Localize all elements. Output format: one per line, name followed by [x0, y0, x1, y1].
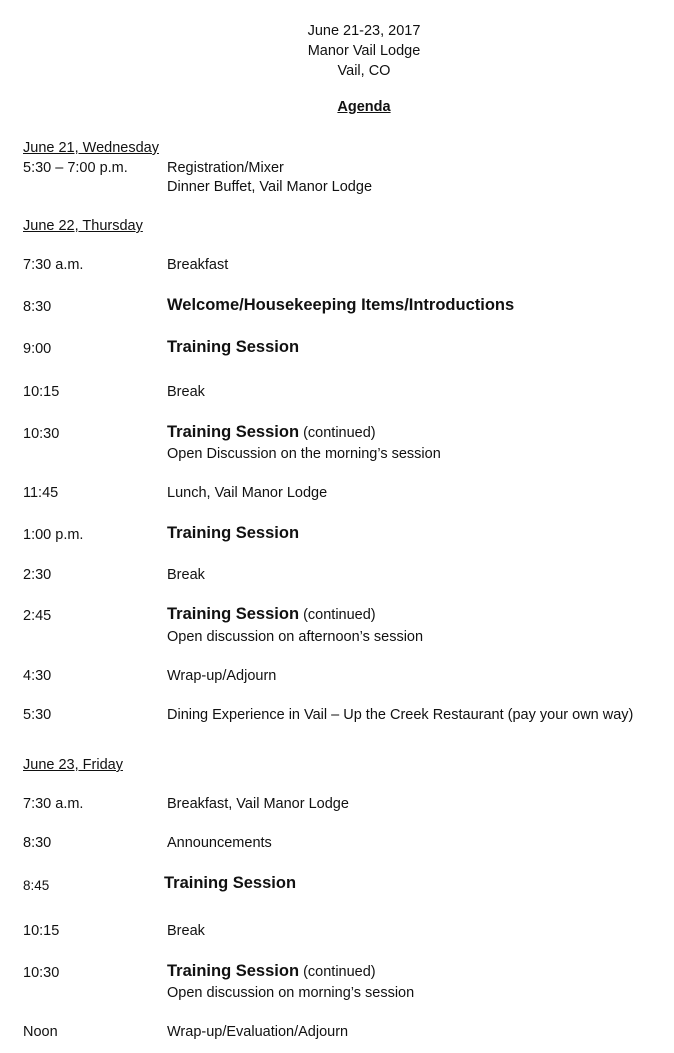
agenda-item-welcome: Welcome/Housekeeping Items/Introductions — [167, 296, 515, 314]
time-label: 2:45 — [23, 608, 52, 624]
time-label: 8:45 — [23, 878, 50, 893]
time-label: 8:30 — [23, 299, 52, 315]
day-heading-wednesday: June 21, Wednesday — [23, 140, 159, 156]
day-heading-friday: June 23, Friday — [23, 757, 123, 773]
agenda-item: Dining Experience in Vail – Up the Creek Restaurant (pay your own way) — [167, 707, 634, 723]
time-label: 5:30 – 7:00 p.m. — [23, 160, 128, 176]
event-dates: June 21-23, 2017 — [307, 23, 421, 39]
agenda-item-detail: Dinner Buffet, Vail Manor Lodge — [167, 179, 373, 195]
agenda-item: Registration/Mixer — [167, 160, 284, 176]
session-title: Training Session — [167, 605, 300, 623]
time-label: 4:30 — [23, 668, 52, 684]
agenda-item-detail: Open discussion on afternoon’s session — [167, 629, 424, 645]
time-label: 5:30 — [23, 707, 52, 723]
agenda-item: Breakfast, Vail Manor Lodge — [167, 796, 349, 812]
time-label: 10:15 — [23, 923, 60, 939]
agenda-item-training: Training Session — [167, 338, 300, 356]
agenda-title: Agenda — [337, 99, 391, 115]
session-title: Training Session — [167, 423, 300, 441]
agenda-item: Lunch, Vail Manor Lodge — [167, 485, 328, 501]
time-label: 10:30 — [23, 426, 60, 442]
time-label: 7:30 a.m. — [23, 796, 84, 812]
event-location: Vail, CO — [337, 63, 391, 79]
day-heading-thursday: June 22, Thursday — [23, 218, 143, 234]
time-label: Noon — [23, 1024, 58, 1040]
agenda-item-training — [167, 962, 376, 981]
session-title: Training Session — [167, 962, 300, 980]
agenda-item-training: Training Session — [167, 524, 300, 542]
time-label: 2:30 — [23, 567, 52, 583]
session-note: (continued) — [303, 607, 376, 623]
agenda-item-training — [167, 605, 376, 624]
agenda-item: Break — [167, 384, 205, 400]
agenda-item: Breakfast — [167, 257, 229, 273]
agenda-item-detail: Open Discussion on the morning’s session — [167, 446, 441, 462]
session-note: (continued) — [303, 425, 376, 441]
time-label: 8:30 — [23, 835, 52, 851]
agenda-item-training — [167, 423, 376, 442]
time-label: 11:45 — [23, 485, 59, 501]
agenda-item: Wrap-up/Adjourn — [167, 668, 277, 684]
time-label: 7:30 a.m. — [23, 257, 84, 273]
agenda-item-training: Training Session — [164, 874, 297, 892]
session-note: (continued) — [303, 964, 376, 980]
agenda-item: Break — [167, 923, 205, 939]
time-label: 1:00 p.m. — [23, 527, 84, 543]
agenda-item: Announcements — [167, 835, 272, 851]
agenda-item: Break — [167, 567, 205, 583]
time-label: 9:00 — [23, 341, 52, 357]
time-label: 10:30 — [23, 965, 60, 981]
event-venue: Manor Vail Lodge — [307, 43, 421, 59]
agenda-item-detail: Open discussion on morning’s session — [167, 985, 415, 1001]
time-label: 10:15 — [23, 384, 60, 400]
agenda-item: Wrap-up/Evaluation/Adjourn — [167, 1024, 349, 1040]
